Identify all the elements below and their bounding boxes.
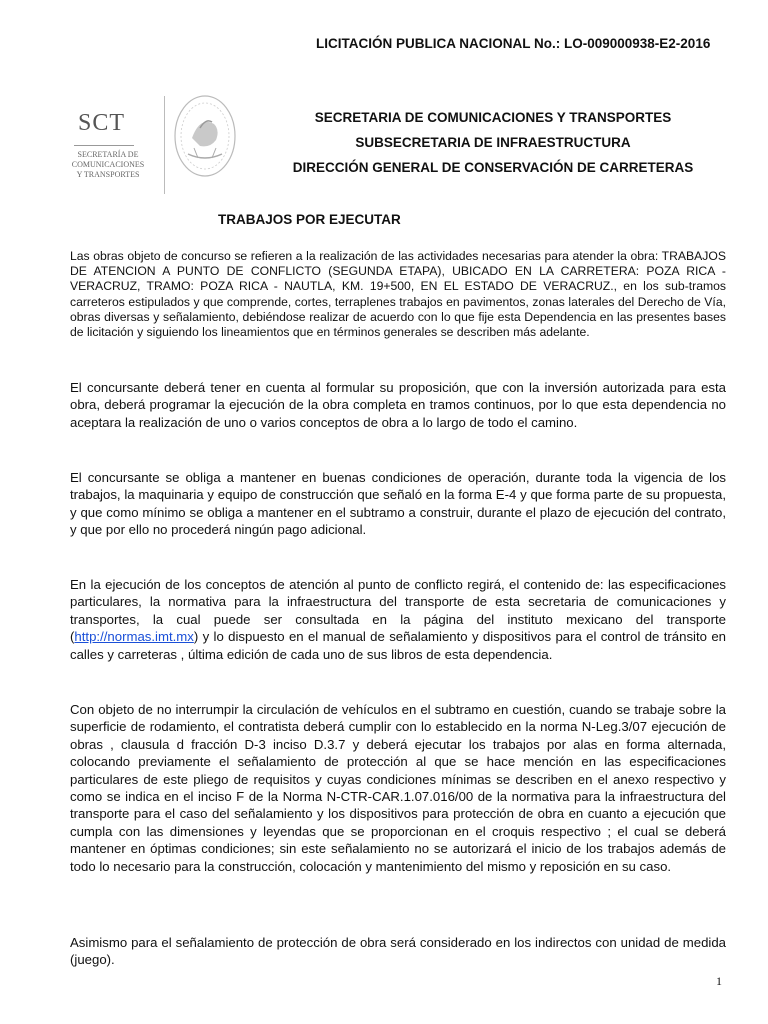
logo-line-3: Y TRANSPORTES bbox=[76, 170, 140, 179]
paragraph-6: Asimismo para el señalamiento de protección de obra será considerado en los indirectos con unidad de medida (juego). bbox=[70, 935, 726, 968]
sct-logo bbox=[66, 88, 242, 198]
paragraph-4-text-after: ) y lo dispuesto en el manual de señalamiento y dispositivos para el control de tránsito en calles y carreteras , última edición de cada uno de sus libros de esta dependencia. bbox=[70, 629, 726, 662]
paragraph-4-text-before: En la ejecución de los conceptos de atención al punto de conflicto regirá, el contenido de: las especificaciones particulares, la normativa para la infraestructura del transporte de esta secretaria de comunicaciones y transportes, la cual puede ser consultada en la página del instituto mexicano del transporte ( bbox=[70, 577, 726, 645]
paragraph-2: El concursante deberá tener en cuenta al formular su proposición, que con la inversión autorizada para esta obra, deberá programar la ejecución de la obra completa en tramos continuos, por lo que esta dependencia no aceptara la realización de uno o varios conceptos de obra a lo largo de todo el camino. bbox=[70, 380, 726, 430]
logo-line-2: COMUNICACIONES bbox=[71, 160, 145, 169]
paragraph-5: Con objeto de no interrumpir la circulación de vehículos en el subtramo en cuestión, cuando se trabaje sobre la superficie de rodamiento, el contratista deberá cumplir con lo establecido en la norma N-Leg.3/07 ejecución de obras , clausula d fracción D-3 inciso D.3.7 y deberá ejecutar los trabajos por alas en forma alternada, colocando previamente el señalamiento de protección al que se hace mención en las especificaciones particulares de este pliego de requisitos y cuyas condiciones mínimas se describen en el anexo respectivo y como se indica en el inciso F de la Norma N-CTR-CAR.1.07.016/00 de la normativa para la infraestructura del transporte para el caso del señalamiento y los dispositivos para protección de obra en cuanto a ejecución que cumpla con las dimensiones y leyendas que se proporcionan en el croquis respectivo ; el cual se deberá mantener en óptimas condiciones; sin este señalamiento no se autorizará el inicio de los trabajos además de todo lo necesario para la construcción, colocación y mantenimiento del mismo y reposición en su caso. bbox=[70, 702, 726, 874]
paragraph-4 bbox=[70, 576, 726, 663]
logo-line-1: SECRETARÍA DE bbox=[77, 150, 139, 159]
sct-logo-abbr: SCT bbox=[78, 110, 126, 136]
tender-number-header: LICITACIÓN PUBLICA NACIONAL No.: LO-009000938-E2-2016 bbox=[316, 36, 711, 51]
logo-divider bbox=[74, 145, 134, 146]
organization-line-2: SUBSECRETARIA DE INFRAESTRUCTURA bbox=[355, 135, 631, 150]
coat-of-arms-seal-icon bbox=[170, 88, 240, 188]
paragraph-3: El concursante se obliga a mantener en buenas condiciones de operación, durante toda la vigencia de los trabajos, la maquinaria y equipo de construcción que señaló en la forma E-4 y que forma parte de su propuesta, y que como mínimo se obliga a mantener en el subtramo a construir, durante el plazo de ejecución del contrato, y que por ello no procederá ningún pago adicional. bbox=[70, 470, 726, 538]
organization-line-1: SECRETARIA DE COMUNICACIONES Y TRANSPORTES bbox=[314, 110, 672, 125]
organization-line-3: DIRECCIÓN GENERAL DE CONSERVACIÓN DE CARRETERAS bbox=[292, 160, 694, 175]
section-title: TRABAJOS POR EJECUTAR bbox=[218, 212, 401, 227]
paragraph-1: Las obras objeto de concurso se refieren a la realización de las actividades necesarias para atender la obra: TRABAJOS DE ATENCION A PUNTO DE CONFLICTO (SEGUNDA ETAPA), UBICADO EN LA CARRETERA: POZA RICA - VERACRUZ, TRAMO: POZA RICA - NAUTLA, KM. 19+500, EN EL ESTADO DE VERACRUZ., en los sub-tramos carreteros estipulados y que comprende, cortes, terraplenes trabajos en pavimentos, zonas laterales del Derecho de Vía, obras diversas y señalamiento, debiéndose realizar de acuerdo con lo que fije esta Dependencia en las presentes bases de licitación y siguiendo los lineamientos que en términos generales se describen más adelante. bbox=[70, 249, 726, 340]
imt-normas-link[interactable]: http://normas.imt.mx bbox=[74, 629, 194, 645]
page-number: 1 bbox=[716, 974, 722, 988]
logo-vertical-divider bbox=[164, 96, 165, 194]
